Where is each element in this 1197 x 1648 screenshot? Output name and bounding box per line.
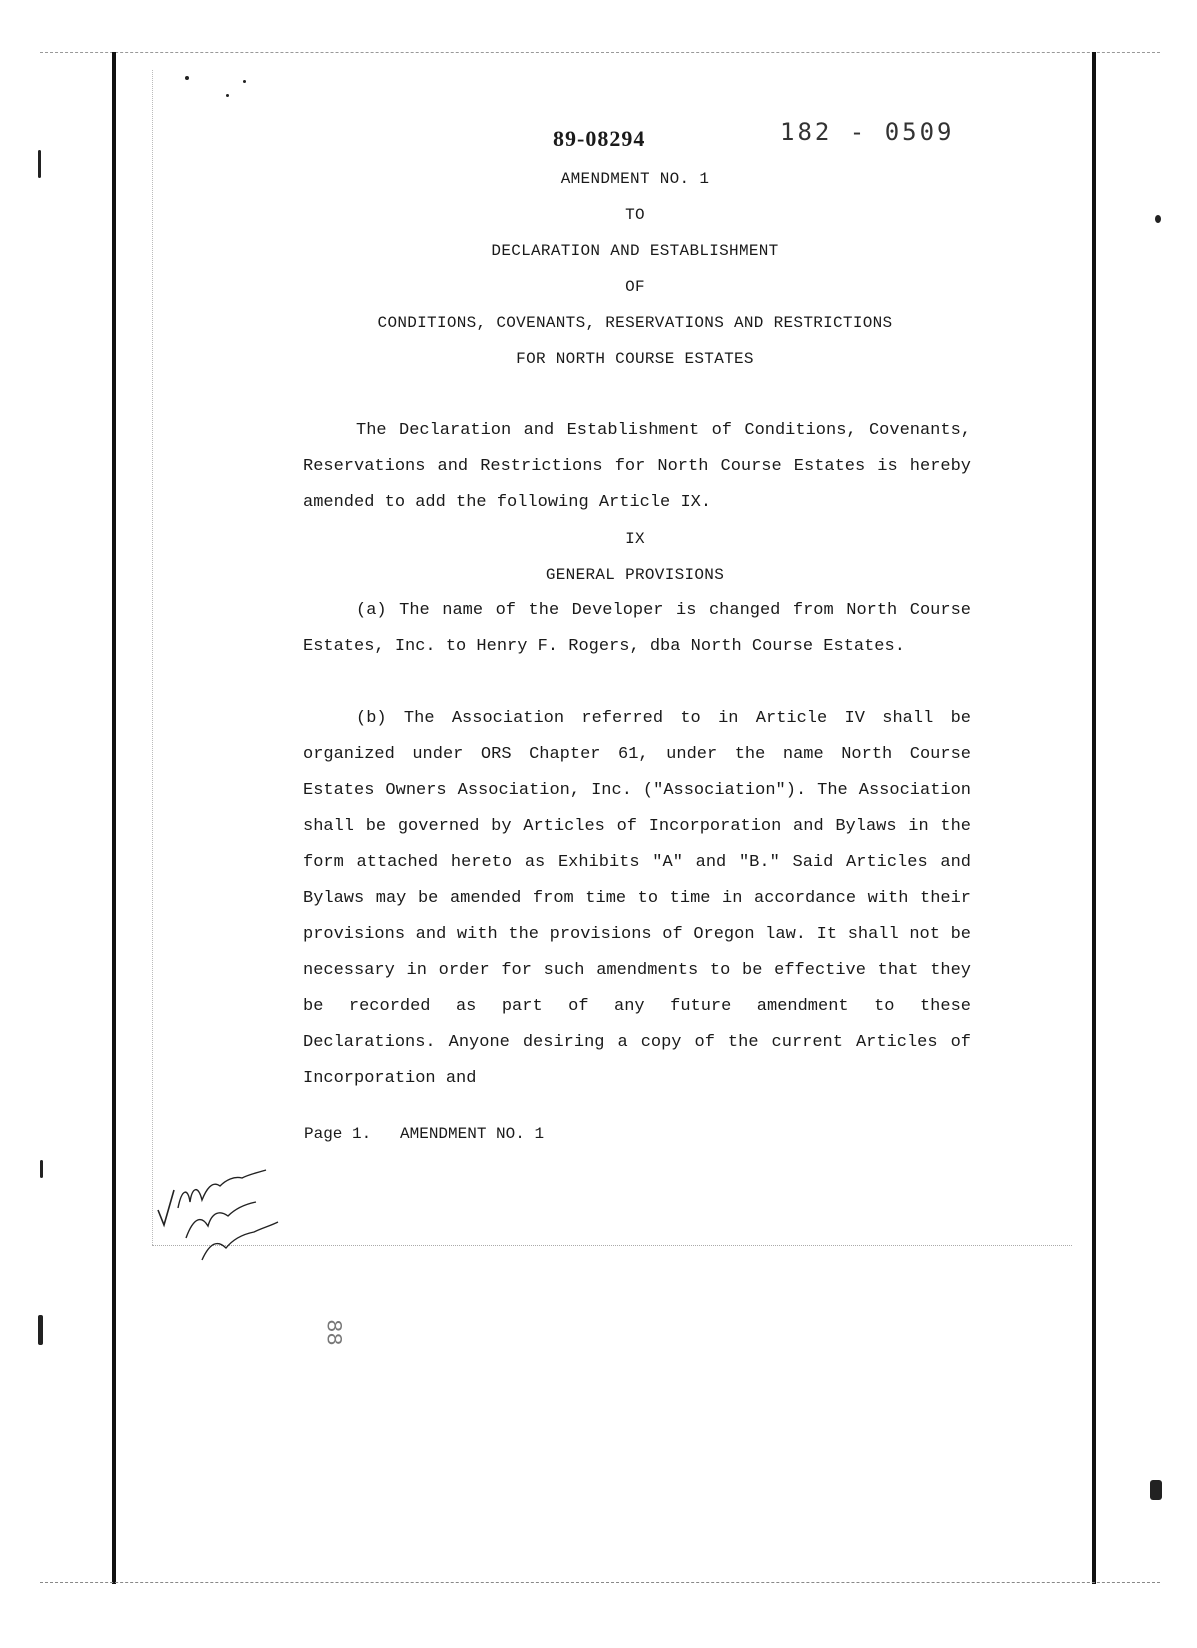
title-line-1: AMENDMENT NO. 1 — [560, 170, 710, 188]
book-page-number: 182 - 0509 — [780, 118, 955, 146]
provision-a: (a) The name of the Developer is changed from North Course Estates, Inc. to Henry F. Rogers, dba North Course Estates. — [303, 601, 971, 656]
scan-speck — [1155, 215, 1161, 223]
scan-border-top — [40, 52, 1160, 54]
title-line-2: TO — [625, 206, 645, 224]
recording-number: 89-08294 — [553, 126, 646, 151]
scan-edge-right — [1092, 52, 1096, 1584]
scan-speck — [38, 1315, 43, 1345]
handwritten-initials — [150, 1150, 290, 1270]
provision-b: (b) The Association referred to in Article IV shall be organized under ORS Chapter 61, under the name North Course Estates Owners Association, Inc. ("Association"). The Association shall be governed by Articles of Incorporation and Bylaws in the form attached hereto as Exhibits "A" and "B." Said Articles and Bylaws may be amended from time to time in accordance with their provisions and with the provisions of Oregon law. It shall not be necessary in order for such amendments to be effective that they be recorded as part of any future amendment to these Declarations. Anyone desiring a copy of the current Articles of Incorporation and — [303, 709, 971, 1088]
title-line-3: DECLARATION AND ESTABLISHMENT — [491, 242, 779, 260]
scan-speck — [226, 94, 229, 97]
stamp-mark: 88 — [320, 1319, 346, 1346]
page-footer: Page 1. AMENDMENT NO. 1 — [304, 1125, 545, 1143]
title-line-6: FOR NORTH COURSE ESTATES — [516, 350, 754, 368]
scan-speck — [1150, 1480, 1162, 1500]
scan-speck — [38, 150, 41, 178]
scan-speck — [40, 1160, 43, 1178]
article-title: GENERAL PROVISIONS — [545, 566, 725, 584]
article-number: IX — [625, 530, 645, 548]
intro-paragraph: The Declaration and Establishment of Conditions, Covenants, Reservations and Restrictions for North Course Estates is hereby amended to add the following Article IX. — [303, 421, 971, 512]
page-fold-line — [152, 1245, 1072, 1247]
title-line-5: CONDITIONS, COVENANTS, RESERVATIONS AND RESTRICTIONS — [377, 314, 893, 332]
scan-edge-left — [112, 52, 116, 1584]
page-fold-edge — [152, 70, 154, 1245]
scan-speck — [243, 80, 246, 83]
scan-border-bottom — [40, 1582, 1160, 1584]
title-line-4: OF — [625, 278, 645, 296]
scan-speck — [185, 76, 189, 80]
